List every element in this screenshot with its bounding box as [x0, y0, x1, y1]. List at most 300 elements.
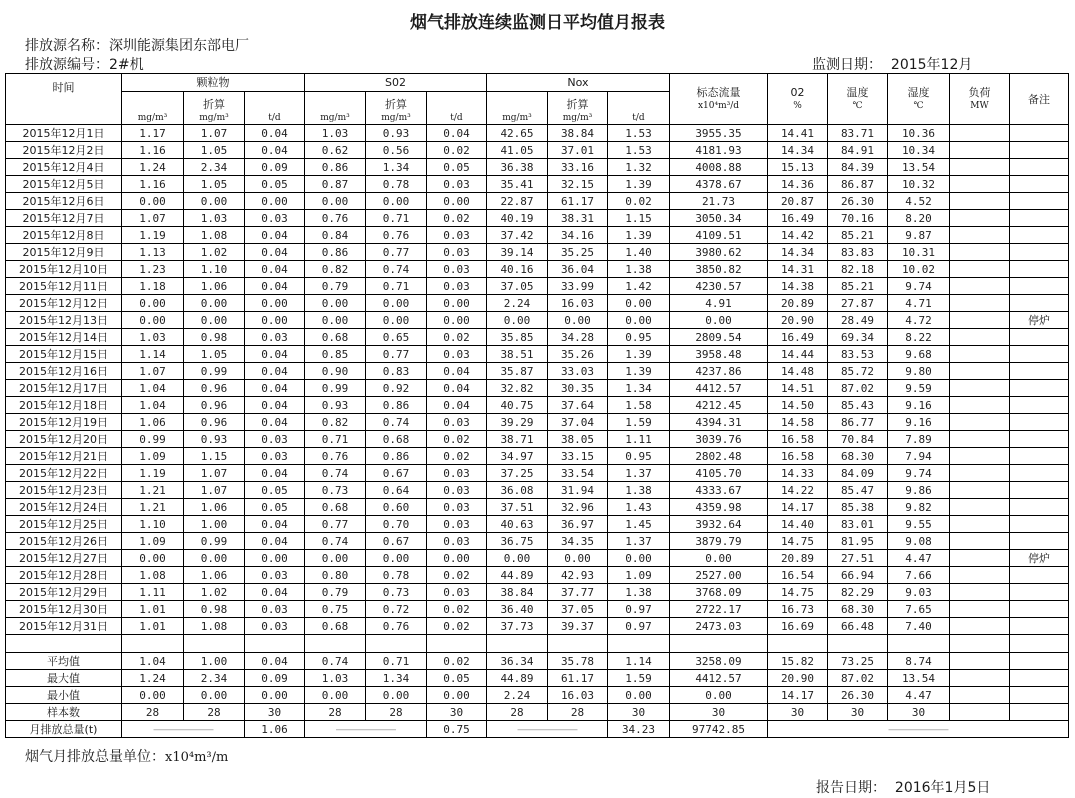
- value-cell: 34.35: [548, 533, 608, 550]
- summary-row: [6, 704, 1069, 721]
- value-cell: 1.38: [608, 584, 670, 601]
- value-cell: [950, 618, 1010, 635]
- header-so2-mg: mg/m³: [305, 92, 366, 125]
- value-cell: [950, 244, 1010, 261]
- value-cell: 0.00: [670, 312, 768, 329]
- value-cell: 81.95: [828, 533, 888, 550]
- value-cell: 0.04: [245, 516, 305, 533]
- value-cell: 9.87: [888, 227, 950, 244]
- remark-cell: [1010, 278, 1069, 295]
- value-cell: 37.64: [548, 397, 608, 414]
- value-cell: 0.00: [548, 550, 608, 567]
- value-cell: 26.30: [828, 193, 888, 210]
- value-cell: 10.32: [888, 176, 950, 193]
- value-cell: 0.00: [184, 312, 245, 329]
- source-name-label: 排放源名称：: [25, 38, 109, 54]
- value-cell: 0.03: [427, 533, 487, 550]
- value-cell: 13.54: [888, 670, 950, 687]
- empty-cell: [122, 635, 184, 653]
- value-cell: 1.19: [122, 227, 184, 244]
- value-cell: 7.89: [888, 431, 950, 448]
- value-cell: 0.72: [366, 601, 427, 618]
- value-cell: 2722.17: [670, 601, 768, 618]
- value-cell: 0.04: [245, 142, 305, 159]
- day-row: [6, 397, 1069, 414]
- value-cell: 0.02: [427, 431, 487, 448]
- value-cell: 16.03: [548, 687, 608, 704]
- value-cell: 61.17: [548, 670, 608, 687]
- header-row-1: [6, 74, 1069, 92]
- remark-cell: [1010, 567, 1069, 584]
- value-cell: 0.98: [184, 329, 245, 346]
- value-cell: 4359.98: [670, 499, 768, 516]
- source-no: 2#机: [109, 57, 144, 73]
- remark-cell: [1010, 380, 1069, 397]
- value-cell: 0.56: [366, 142, 427, 159]
- value-cell: 1.05: [184, 176, 245, 193]
- value-cell: 36.40: [487, 601, 548, 618]
- value-cell: 30: [828, 704, 888, 721]
- value-cell: 1.09: [122, 448, 184, 465]
- day-row: [6, 261, 1069, 278]
- value-cell: 14.75: [768, 533, 828, 550]
- value-cell: 84.39: [828, 159, 888, 176]
- value-cell: [950, 176, 1010, 193]
- summary-row: [6, 653, 1069, 670]
- value-cell: 1.07: [184, 465, 245, 482]
- value-cell: 1.06: [184, 499, 245, 516]
- value-cell: 1.43: [608, 499, 670, 516]
- value-cell: 82.18: [828, 261, 888, 278]
- remark-cell: [1010, 670, 1069, 687]
- value-cell: 0.86: [305, 244, 366, 261]
- value-cell: 1.15: [184, 448, 245, 465]
- value-cell: 10.36: [888, 125, 950, 142]
- value-cell: 14.44: [768, 346, 828, 363]
- value-cell: 0.85: [305, 346, 366, 363]
- value-cell: 28: [122, 704, 184, 721]
- value-cell: [950, 670, 1010, 687]
- value-cell: 38.71: [487, 431, 548, 448]
- day-row: [6, 278, 1069, 295]
- value-cell: [950, 397, 1010, 414]
- value-cell: 0.70: [366, 516, 427, 533]
- value-cell: [950, 584, 1010, 601]
- day-row: [6, 125, 1069, 142]
- value-cell: 16.03: [548, 295, 608, 312]
- day-row: [6, 584, 1069, 601]
- value-cell: 0.68: [305, 329, 366, 346]
- value-cell: 0.99: [122, 431, 184, 448]
- dash-cell: ——————: [768, 721, 1069, 738]
- day-row: [6, 601, 1069, 618]
- value-cell: 1.03: [184, 210, 245, 227]
- value-cell: [950, 687, 1010, 704]
- value-cell: 0.60: [366, 499, 427, 516]
- value-cell: 0.67: [366, 533, 427, 550]
- value-cell: 1.06: [184, 278, 245, 295]
- value-cell: 40.75: [487, 397, 548, 414]
- remark-cell: [1010, 601, 1069, 618]
- value-cell: 22.87: [487, 193, 548, 210]
- value-cell: 1.42: [608, 278, 670, 295]
- header-remark: 备注: [1010, 74, 1069, 125]
- value-cell: 0.09: [245, 670, 305, 687]
- value-cell: 3039.76: [670, 431, 768, 448]
- date-cell: 2015年12月9日: [6, 244, 122, 261]
- value-cell: 68.30: [828, 601, 888, 618]
- value-cell: 28: [184, 704, 245, 721]
- value-cell: 0.68: [366, 431, 427, 448]
- day-row: [6, 244, 1069, 261]
- dash-cell: ——————: [487, 721, 608, 738]
- value-cell: 0.05: [245, 482, 305, 499]
- remark-cell: [1010, 210, 1069, 227]
- value-cell: 14.17: [768, 687, 828, 704]
- value-cell: 37.25: [487, 465, 548, 482]
- value-cell: 0.00: [548, 312, 608, 329]
- value-cell: 38.84: [487, 584, 548, 601]
- value-cell: 35.78: [548, 653, 608, 670]
- value-cell: 1.09: [608, 567, 670, 584]
- value-cell: 1.06: [184, 567, 245, 584]
- value-cell: 0.00: [245, 312, 305, 329]
- remark-cell: [1010, 499, 1069, 516]
- value-cell: 14.51: [768, 380, 828, 397]
- value-cell: 1.21: [122, 482, 184, 499]
- value-cell: 1.14: [122, 346, 184, 363]
- value-cell: 1.53: [608, 125, 670, 142]
- value-cell: 1.10: [122, 516, 184, 533]
- value-cell: 1.39: [608, 363, 670, 380]
- value-cell: 0.03: [427, 414, 487, 431]
- value-cell: 0.00: [487, 312, 548, 329]
- value-cell: [950, 363, 1010, 380]
- value-cell: 84.91: [828, 142, 888, 159]
- value-cell: 37.77: [548, 584, 608, 601]
- value-cell: 1.24: [122, 159, 184, 176]
- value-cell: [950, 295, 1010, 312]
- value-cell: 0.04: [245, 346, 305, 363]
- value-cell: 1.58: [608, 397, 670, 414]
- value-cell: 1.09: [122, 533, 184, 550]
- value-cell: 0.03: [427, 584, 487, 601]
- value-cell: 0.03: [245, 431, 305, 448]
- value-cell: 0.00: [245, 295, 305, 312]
- value-cell: 1.40: [608, 244, 670, 261]
- value-cell: 1.05: [184, 346, 245, 363]
- value-cell: [950, 380, 1010, 397]
- value-cell: 4333.67: [670, 482, 768, 499]
- value-cell: 1.59: [608, 414, 670, 431]
- value-cell: 7.65: [888, 601, 950, 618]
- value-cell: 37.04: [548, 414, 608, 431]
- value-cell: 36.08: [487, 482, 548, 499]
- report-date: 2016年1月5日: [894, 780, 991, 796]
- date-cell: 2015年12月18日: [6, 397, 122, 414]
- value-cell: 1.18: [122, 278, 184, 295]
- value-cell: 1.02: [184, 584, 245, 601]
- value-cell: 32.15: [548, 176, 608, 193]
- value-cell: 1.01: [122, 618, 184, 635]
- empty-cell: [427, 635, 487, 653]
- value-cell: 1.34: [608, 380, 670, 397]
- remark-cell: [1010, 346, 1069, 363]
- value-cell: 13.54: [888, 159, 950, 176]
- value-cell: 0.84: [305, 227, 366, 244]
- dash-cell: ——————: [305, 721, 427, 738]
- value-cell: 1.39: [608, 227, 670, 244]
- value-cell: 21.73: [670, 193, 768, 210]
- value-cell: [950, 516, 1010, 533]
- day-row: [6, 516, 1069, 533]
- value-cell: 1.37: [608, 533, 670, 550]
- value-cell: 0.04: [245, 397, 305, 414]
- value-cell: 14.42: [768, 227, 828, 244]
- value-cell: 30: [888, 704, 950, 721]
- date-cell: 2015年12月1日: [6, 125, 122, 142]
- value-cell: 0.04: [427, 125, 487, 142]
- value-cell: 44.89: [487, 670, 548, 687]
- remark-cell: [1010, 261, 1069, 278]
- value-cell: 32.96: [548, 499, 608, 516]
- value-cell: 35.85: [487, 329, 548, 346]
- value-cell: 42.93: [548, 567, 608, 584]
- value-cell: [950, 312, 1010, 329]
- value-cell: 1.45: [608, 516, 670, 533]
- value-cell: 0.67: [366, 465, 427, 482]
- remark-cell: [1010, 363, 1069, 380]
- value-cell: 0.02: [427, 601, 487, 618]
- value-cell: 37.05: [548, 601, 608, 618]
- value-cell: 4.52: [888, 193, 950, 210]
- value-cell: [950, 601, 1010, 618]
- remark-cell: [1010, 618, 1069, 635]
- source-no-line: [25, 54, 144, 74]
- value-cell: 14.50: [768, 397, 828, 414]
- value-cell: 14.31: [768, 261, 828, 278]
- date-cell: 2015年12月30日: [6, 601, 122, 618]
- value-cell: 1.17: [122, 125, 184, 142]
- source-no-label: 排放源编号：: [25, 57, 109, 73]
- value-cell: [950, 533, 1010, 550]
- value-cell: 0.82: [305, 261, 366, 278]
- value-cell: 0.00: [608, 295, 670, 312]
- value-cell: [950, 346, 1010, 363]
- empty-cell: [828, 635, 888, 653]
- value-cell: 0.00: [366, 193, 427, 210]
- remark-cell: [1010, 295, 1069, 312]
- date-cell: 2015年12月10日: [6, 261, 122, 278]
- remark-cell: [1010, 193, 1069, 210]
- remark-cell: [1010, 584, 1069, 601]
- value-cell: 0.00: [608, 687, 670, 704]
- value-cell: 1.16: [122, 176, 184, 193]
- value-cell: 36.97: [548, 516, 608, 533]
- value-cell: 9.86: [888, 482, 950, 499]
- value-cell: [950, 414, 1010, 431]
- value-cell: 84.09: [828, 465, 888, 482]
- value-cell: 66.94: [828, 567, 888, 584]
- day-row: [6, 227, 1069, 244]
- value-cell: 1.03: [305, 670, 366, 687]
- value-cell: 1.24: [122, 670, 184, 687]
- value-cell: 0.00: [305, 312, 366, 329]
- value-cell: 7.94: [888, 448, 950, 465]
- date-cell: 2015年12月22日: [6, 465, 122, 482]
- empty-cell: [487, 635, 548, 653]
- total-row: [6, 721, 1069, 738]
- value-cell: 3879.79: [670, 533, 768, 550]
- empty-cell: [768, 635, 828, 653]
- value-cell: 1.34: [366, 159, 427, 176]
- header-humidity: 湿度 ℃: [888, 74, 950, 125]
- remark-cell: [1010, 159, 1069, 176]
- value-cell: 0.86: [366, 448, 427, 465]
- value-cell: 0.99: [184, 533, 245, 550]
- value-cell: 38.84: [548, 125, 608, 142]
- value-cell: 28: [305, 704, 366, 721]
- header-flow: 标态流量 x10⁴m³/d: [670, 74, 768, 125]
- empty-cell: [305, 635, 366, 653]
- value-cell: 10.02: [888, 261, 950, 278]
- value-cell: 1.04: [122, 397, 184, 414]
- value-cell: 40.63: [487, 516, 548, 533]
- value-cell: 1.08: [122, 567, 184, 584]
- value-cell: 4109.51: [670, 227, 768, 244]
- value-cell: 0.00: [245, 193, 305, 210]
- value-cell: [950, 431, 1010, 448]
- value-cell: [950, 227, 1010, 244]
- value-cell: 0.04: [245, 380, 305, 397]
- value-cell: 0.86: [305, 159, 366, 176]
- header-particulate: 颗粒物: [122, 74, 305, 92]
- value-cell: 16.58: [768, 448, 828, 465]
- value-cell: 20.87: [768, 193, 828, 210]
- value-cell: 1.07: [122, 363, 184, 380]
- value-cell: 10.31: [888, 244, 950, 261]
- date-cell: 2015年12月5日: [6, 176, 122, 193]
- empty-cell: [888, 635, 950, 653]
- value-cell: 9.16: [888, 414, 950, 431]
- value-cell: 14.58: [768, 414, 828, 431]
- value-cell: 14.34: [768, 244, 828, 261]
- date-cell: 2015年12月11日: [6, 278, 122, 295]
- value-cell: 0.78: [366, 567, 427, 584]
- value-cell: 15.13: [768, 159, 828, 176]
- source-name-line: [25, 35, 249, 55]
- value-cell: 36.75: [487, 533, 548, 550]
- remark-cell: [1010, 448, 1069, 465]
- value-cell: 3980.62: [670, 244, 768, 261]
- remark-cell: [1010, 431, 1069, 448]
- remark-cell: [1010, 397, 1069, 414]
- value-cell: 0.71: [305, 431, 366, 448]
- empty-cell: [1010, 635, 1069, 653]
- value-cell: 14.38: [768, 278, 828, 295]
- value-cell: 30: [245, 704, 305, 721]
- value-cell: 0.77: [366, 346, 427, 363]
- date-cell: 2015年12月28日: [6, 567, 122, 584]
- value-cell: 0.00: [305, 550, 366, 567]
- value-cell: 0.00: [427, 550, 487, 567]
- summary-label: 平均值: [6, 653, 122, 670]
- value-cell: 3850.82: [670, 261, 768, 278]
- value-cell: 1.07: [122, 210, 184, 227]
- value-cell: 0.80: [305, 567, 366, 584]
- value-cell: 85.21: [828, 278, 888, 295]
- value-cell: 3050.34: [670, 210, 768, 227]
- value-cell: [950, 448, 1010, 465]
- value-cell: 0.03: [245, 567, 305, 584]
- value-cell: 0.00: [122, 550, 184, 567]
- day-row: [6, 312, 1069, 329]
- value-cell: 2473.03: [670, 618, 768, 635]
- value-cell: 0.75: [305, 601, 366, 618]
- so2-total: 0.75: [427, 721, 487, 738]
- empty-cell: [670, 635, 768, 653]
- value-cell: 0.04: [245, 414, 305, 431]
- value-cell: 0.03: [245, 601, 305, 618]
- value-cell: 1.53: [608, 142, 670, 159]
- value-cell: 35.87: [487, 363, 548, 380]
- value-cell: 0.74: [305, 465, 366, 482]
- value-cell: 85.21: [828, 227, 888, 244]
- date-cell: 2015年12月13日: [6, 312, 122, 329]
- value-cell: [950, 261, 1010, 278]
- value-cell: 16.49: [768, 210, 828, 227]
- value-cell: 83.83: [828, 244, 888, 261]
- day-row: [6, 448, 1069, 465]
- value-cell: 8.22: [888, 329, 950, 346]
- value-cell: [950, 653, 1010, 670]
- value-cell: 83.71: [828, 125, 888, 142]
- value-cell: 1.37: [608, 465, 670, 482]
- value-cell: 68.30: [828, 448, 888, 465]
- value-cell: 20.90: [768, 670, 828, 687]
- value-cell: 0.71: [366, 653, 427, 670]
- date-cell: 2015年12月20日: [6, 431, 122, 448]
- value-cell: 4181.93: [670, 142, 768, 159]
- value-cell: 0.74: [305, 533, 366, 550]
- value-cell: 14.36: [768, 176, 828, 193]
- value-cell: 87.02: [828, 380, 888, 397]
- value-cell: 30: [427, 704, 487, 721]
- monitor-date-line: [812, 54, 972, 74]
- value-cell: [950, 482, 1010, 499]
- remark-cell: [1010, 176, 1069, 193]
- value-cell: 0.96: [184, 414, 245, 431]
- value-cell: 4.91: [670, 295, 768, 312]
- remark-cell: [1010, 704, 1069, 721]
- empty-cell: [245, 635, 305, 653]
- day-row: [6, 550, 1069, 567]
- value-cell: 0.99: [305, 380, 366, 397]
- value-cell: 30: [768, 704, 828, 721]
- header-particulate-conv: 折算 mg/m³: [184, 92, 245, 125]
- day-row: [6, 159, 1069, 176]
- total-label: 月排放总量(t): [6, 721, 122, 738]
- value-cell: 85.38: [828, 499, 888, 516]
- remark-cell: [1010, 244, 1069, 261]
- date-cell: 2015年12月26日: [6, 533, 122, 550]
- value-cell: 1.11: [122, 584, 184, 601]
- value-cell: 31.94: [548, 482, 608, 499]
- value-cell: 0.79: [305, 278, 366, 295]
- value-cell: 0.79: [305, 584, 366, 601]
- value-cell: 4412.57: [670, 670, 768, 687]
- header-so2-td: t/d: [427, 92, 487, 125]
